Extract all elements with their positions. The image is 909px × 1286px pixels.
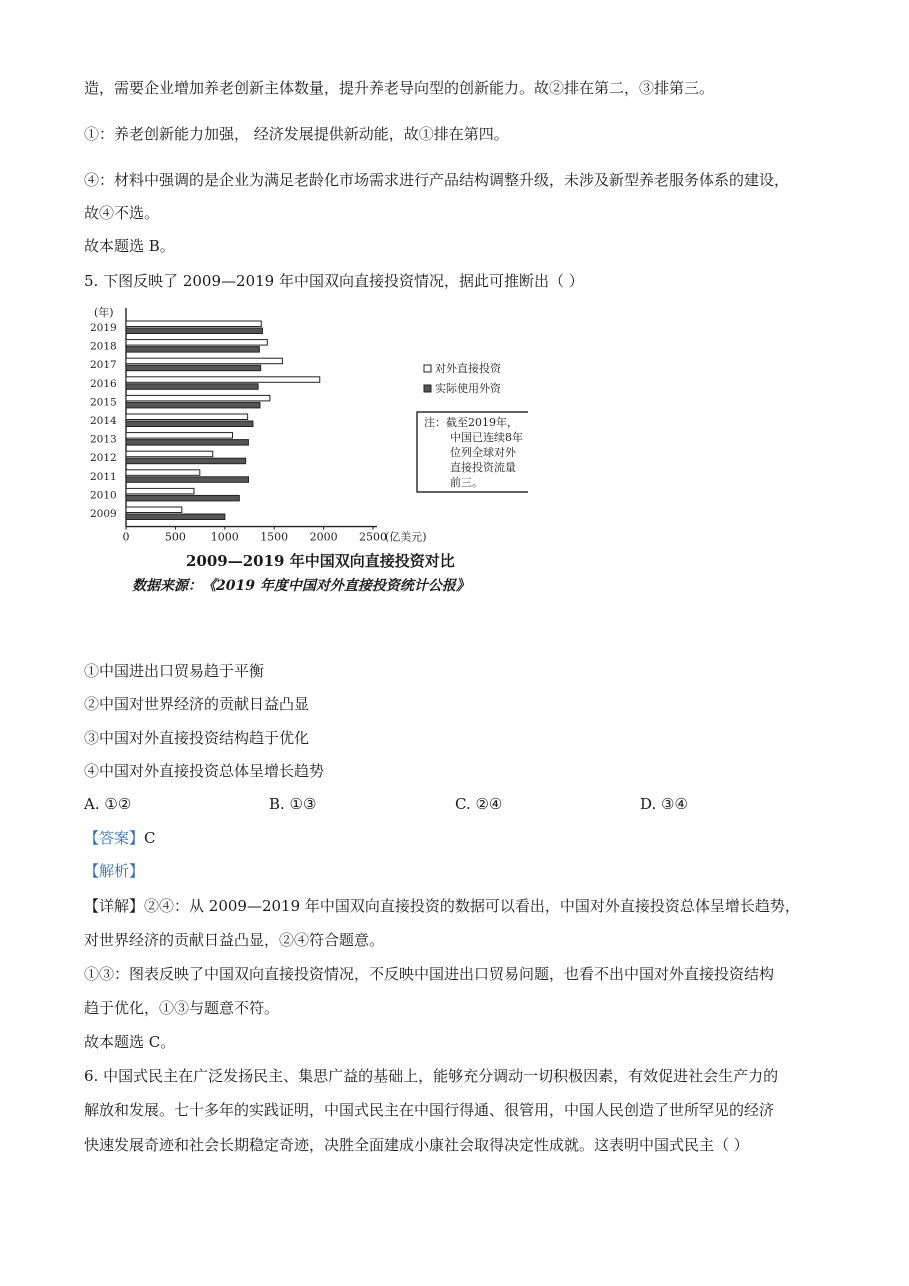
detail-tag: 【详解】: [84, 897, 145, 915]
detail-line-3: ①③：图表反映了中国双向直接投资情况，不反映中国进出口贸易问题，也看不出中国对外直接投资结构: [84, 965, 775, 983]
legend-label-outflow: 对外直接投资: [435, 362, 501, 375]
x-tick-label: 2500: [359, 530, 387, 544]
question-6-line-2: 解放和发展。七十多年的实践证明，中国式民主在中国行得通、很管用，中国人民创造了世所罕见的经济: [84, 1101, 775, 1119]
detail-line-1: [84, 896, 800, 916]
detail-text-1: ②④：从 2009—2019 年中国双向直接投资的数据可以看出，中国对外直接投资总体呈增长趋势，: [144, 897, 800, 915]
question-6-line-3: 快速发展奇迹和社会长期稳定奇迹，决胜全面建成小康社会取得决定性成就。这表明中国式民主（ ）: [84, 1136, 749, 1154]
detail-line-4: 趋于优化，①③与题意不符。: [84, 999, 280, 1017]
analysis-tag: 【解析】: [84, 862, 145, 880]
bar-inflow: [126, 495, 239, 501]
bar-outflow: [126, 321, 261, 327]
bar-inflow: [126, 384, 258, 390]
legend-label-inflow: 实际使用外资: [435, 382, 501, 395]
note-text-line: 注：截至2019年，: [424, 416, 518, 429]
option-c: C. ②④: [455, 795, 503, 813]
answer-tag: 【答案】: [84, 829, 145, 847]
bar-outflow: [126, 451, 213, 457]
note-text-line: 位列全球对外: [450, 446, 516, 459]
y-tick-label: 2010: [90, 489, 117, 502]
bar-outflow: [126, 377, 320, 383]
note-text-line: 中国已连续8年: [450, 431, 523, 444]
answer-line: [84, 828, 156, 848]
legend-swatch-inflow: [424, 385, 431, 392]
text-line-1: 造，需要企业增加养老创新主体数量，提升养老导向型的创新能力。故②排在第二，③排第三。: [84, 79, 715, 97]
bar-inflow: [126, 477, 249, 483]
y-tick-label: 2019: [90, 322, 117, 334]
y-axis-unit: (年): [94, 306, 114, 319]
y-tick-label: 2015: [90, 396, 117, 409]
y-tick-label: 2011: [90, 470, 117, 483]
bar-outflow: [126, 414, 248, 420]
option-b: B. ①③: [269, 795, 317, 813]
y-tick-label: 2014: [90, 415, 117, 427]
bar-inflow: [126, 440, 248, 446]
answer-value: C: [144, 829, 156, 847]
x-tick-label: 1500: [260, 530, 289, 544]
bar-outflow: [126, 340, 267, 346]
statement-3: ③中国对外直接投资结构趋于优化: [84, 729, 310, 747]
statement-1: ①中国进出口贸易趋于平衡: [84, 662, 265, 680]
x-tick-label: 500: [164, 530, 186, 544]
bar-inflow: [126, 514, 225, 520]
text-line-3: ④：材料中强调的是企业为满足老龄化市场需求进行产品结构调整升级，未涉及新型养老服务体系的建设，: [84, 171, 790, 189]
text-line-2: ①：养老创新能力加强， 经济发展提供新动能，故①排在第四。: [84, 125, 509, 143]
option-a: A. ①②: [84, 795, 132, 813]
question-6-line-1: 6. 中国式民主在广泛发扬民主、集思广益的基础上，能够充分调动一切积极因素，有效促进社会生产力的: [84, 1067, 779, 1085]
y-tick-label: 2016: [90, 377, 117, 390]
bar-inflow: [126, 328, 262, 334]
note-text-line: 直接投资流量: [450, 461, 516, 474]
y-tick-label: 2017: [90, 359, 117, 372]
y-tick-label: 2009: [90, 508, 117, 520]
bar-outflow: [126, 507, 182, 513]
bar-outflow: [126, 433, 233, 439]
bar-inflow: [126, 365, 261, 371]
option-d: D. ③④: [640, 795, 688, 813]
x-tick-label: 2000: [309, 530, 338, 544]
y-tick-label: 2018: [90, 340, 117, 353]
bar-outflow: [126, 470, 200, 476]
chart-source: 数据来源：《2019 年度中国对外直接投资统计公报》: [132, 578, 470, 594]
statement-2: ②中国对世界经济的贡献日益凸显: [84, 695, 310, 713]
x-tick-label: 1000: [210, 530, 239, 544]
text-line-5: 故本题选 B。: [84, 237, 175, 255]
y-tick-label: 2013: [90, 433, 117, 446]
bar-outflow: [126, 395, 270, 401]
y-tick-label: 2012: [90, 452, 117, 465]
bar-inflow: [126, 347, 259, 353]
legend-swatch-outflow: [424, 365, 431, 372]
text-line-4: 故④不选。: [84, 204, 160, 222]
question-5: 5. 下图反映了 2009—2019 年中国双向直接投资情况，据此可推断出（ ）: [84, 272, 584, 290]
bar-inflow: [126, 421, 253, 427]
x-tick-label: 0: [122, 530, 130, 544]
bar-outflow: [126, 488, 194, 494]
bar-inflow: [126, 458, 246, 464]
bar-outflow: [126, 358, 282, 364]
note-text-line: 前三。: [450, 476, 483, 489]
statement-4: ④中国对外直接投资总体呈增长趋势: [84, 762, 325, 780]
chart-title: 2009—2019 年中国双向直接投资对比: [186, 552, 455, 570]
detail-line-2: 对世界经济的贡献日益凸显，②④符合题意。: [84, 931, 385, 949]
bar-inflow: [126, 402, 260, 408]
x-axis-unit: (亿美元): [385, 530, 427, 544]
detail-line-5: 故本题选 C。: [84, 1033, 176, 1051]
